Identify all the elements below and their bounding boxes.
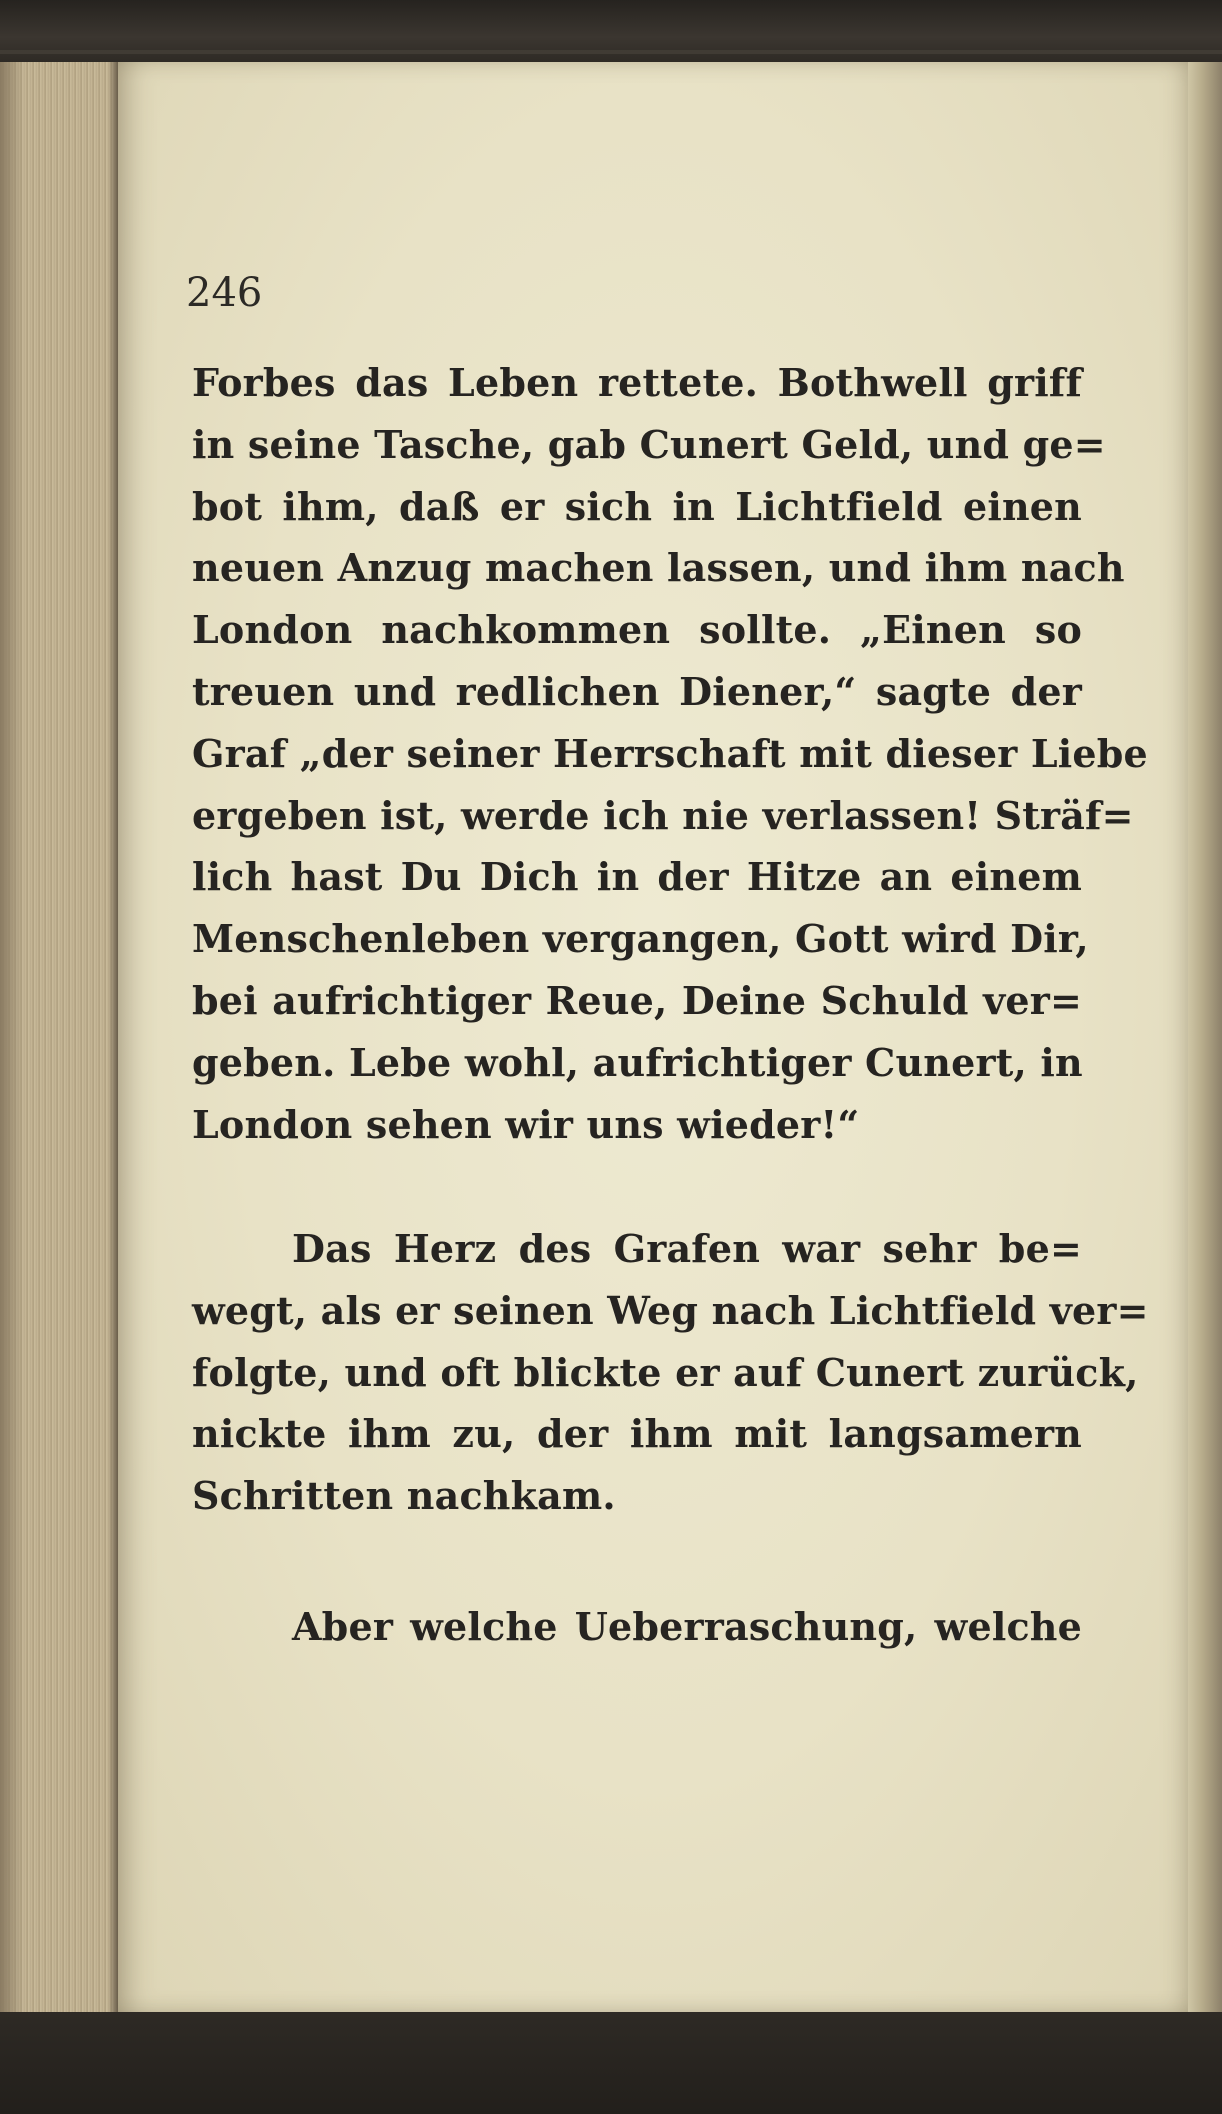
book-right-gutter xyxy=(1188,62,1222,2012)
text-line: wegt, als er seinen Weg nach Lichtfield ver= xyxy=(192,1287,1149,1333)
text-line: Schritten nachkam. xyxy=(192,1473,616,1519)
book-bottom-edge xyxy=(0,2012,1222,2114)
text-line: ergeben ist, werde ich nie verlassen! Sträf= xyxy=(192,792,1134,838)
text-line: Forbes das Leben rettete. Bothwell griff xyxy=(192,360,1082,405)
text-line: Menschenleben vergangen, Gott wird Dir, xyxy=(192,916,1089,962)
paragraph-3 xyxy=(192,1596,1082,1658)
text-line: bot ihm, daß er sich in Lichtfield einen xyxy=(192,483,1082,529)
paragraph-1 xyxy=(192,352,1148,1155)
text-line: Das Herz des Grafen war sehr be= xyxy=(292,1226,1082,1271)
text-line: London sehen wir uns wieder!“ xyxy=(192,1101,860,1147)
text-line: neuen Anzug machen lassen, und ihm nach xyxy=(192,545,1125,591)
text-line: geben. Lebe wohl, aufrichtiger Cunert, in xyxy=(192,1039,1083,1085)
text-line: nickte ihm zu, der ihm mit langsamern xyxy=(192,1411,1082,1457)
text-line: lich hast Du Dich in der Hitze an einem xyxy=(192,854,1082,900)
paragraph-2 xyxy=(192,1218,1149,1527)
book-top-edge xyxy=(0,0,1222,62)
page-number: 246 xyxy=(186,270,263,316)
text-line: in seine Tasche, gab Cunert Geld, und ge= xyxy=(192,421,1106,467)
text-line: bei aufrichtiger Reue, Deine Schuld ver= xyxy=(192,977,1082,1023)
page-stack-edges xyxy=(0,62,118,2012)
text-line: London nachkommen sollte. „Einen so xyxy=(192,607,1082,653)
text-line: folgte, und oft blickte er auf Cunert zurück, xyxy=(192,1349,1139,1395)
text-line: Aber welche Ueberraschung, welche xyxy=(292,1604,1082,1649)
text-line: Graf „der seiner Herrschaft mit dieser Liebe xyxy=(192,730,1148,776)
text-line: treuen und redlichen Diener,“ sagte der xyxy=(192,668,1082,714)
